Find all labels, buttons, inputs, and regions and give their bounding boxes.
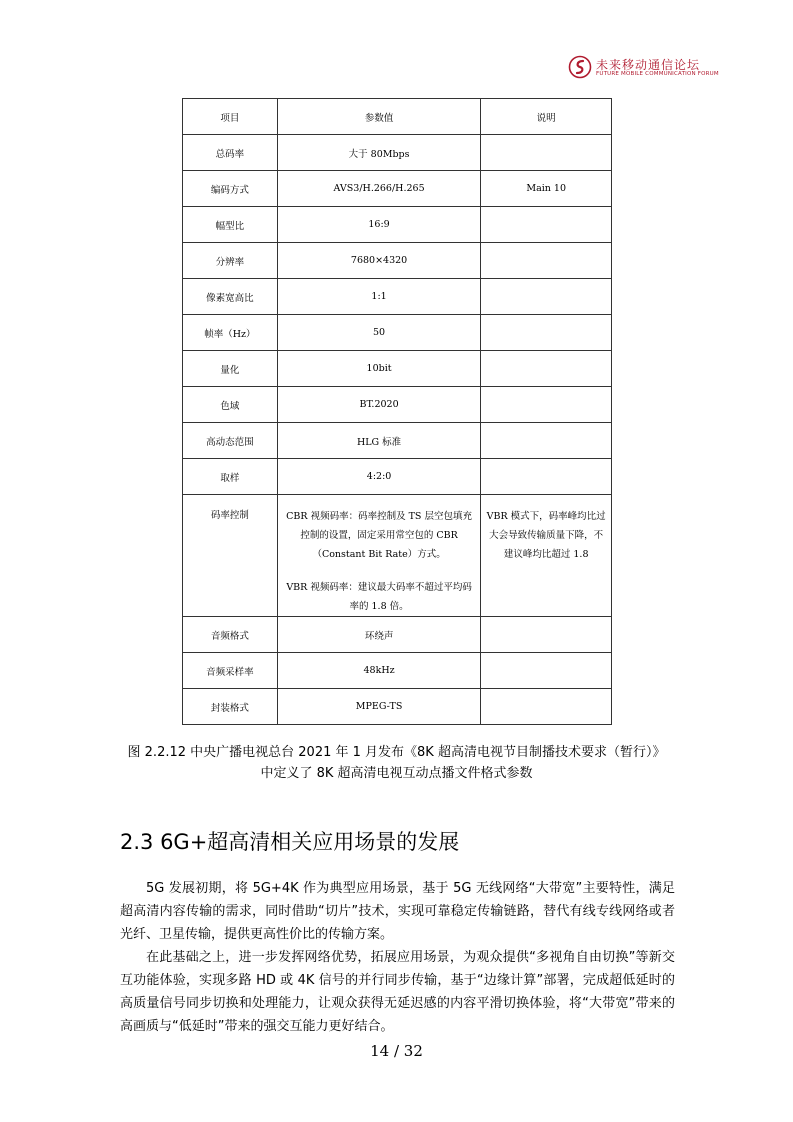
table-cell: 高动态范围 — [183, 423, 278, 459]
table-row — [183, 423, 612, 459]
table-cell — [481, 653, 612, 689]
table-header-cell: 参数值 — [277, 99, 481, 135]
table-header-row — [183, 99, 612, 135]
table-row — [183, 279, 612, 315]
table-row — [183, 689, 612, 725]
table-cell: 色域 — [183, 387, 278, 423]
vbr-text: VBR 视频码率：建议最大码率不超过平均码率的 1.8 倍。 — [286, 582, 472, 612]
table-header-cell: 项目 — [183, 99, 278, 135]
table-cell — [481, 387, 612, 423]
table-cell: 分辨率 — [183, 243, 278, 279]
table-cell: 帧率（Hz） — [183, 315, 278, 351]
table-cell — [481, 423, 612, 459]
table-cell: AVS3/H.266/H.265 — [277, 171, 481, 207]
table-row — [183, 617, 612, 653]
table-cell: 音频格式 — [183, 617, 278, 653]
table-cell — [481, 279, 612, 315]
forum-logo — [568, 53, 719, 83]
table-row — [183, 135, 612, 171]
table-cell: 16:9 — [277, 207, 481, 243]
paragraph: 在此基础之上，进一步发挥网络优势，拓展应用场景，为观众提供“多视角自由切换”等新交互功能体验，实现多路 HD 或 4K 信号的并行同步传输，基于“边缘计算”部署，完成超低延时的高质量信号同步切换和处理能力，让观众获得无延迟感的内容平滑切换体验，将“大带宽”带来的高画质与“低延时”带来的强交互能力更好结合。 — [120, 950, 675, 1034]
table-cell: 封装格式 — [183, 689, 278, 725]
section-title: 2.3 6G+超高清相关应用场景的发展 — [120, 830, 460, 854]
table-row-bitrate-control — [183, 495, 612, 617]
table-cell — [481, 207, 612, 243]
table-cell: 48kHz — [277, 653, 481, 689]
table-row — [183, 653, 612, 689]
table-row — [183, 387, 612, 423]
table-cell: 量化 — [183, 351, 278, 387]
page-number: 14 / 32 — [370, 1042, 423, 1060]
table-cell: 1:1 — [277, 279, 481, 315]
table-cell — [277, 495, 481, 617]
table-cell: 幅型比 — [183, 207, 278, 243]
logo-en-text: FUTURE MOBILE COMMUNICATION FORUM — [596, 71, 719, 77]
table-row — [183, 351, 612, 387]
table-row — [183, 171, 612, 207]
table-cell: 编码方式 — [183, 171, 278, 207]
table-cell — [481, 351, 612, 387]
table-cell — [481, 495, 612, 617]
caption-line-1: 图 2.2.12 中央广播电视总台 2021 年 1 月发布《8K 超高清电视节目制播技术要求（暂行）》 — [127, 745, 666, 760]
table-cell: 总码率 — [183, 135, 278, 171]
logo-cn-text: 未来移动通信论坛 — [596, 58, 701, 72]
table-cell — [481, 459, 612, 495]
forum-logo-icon — [568, 55, 592, 79]
paragraph: 5G 发展初期，将 5G+4K 作为典型应用场景，基于 5G 无线网络“大带宽”主要特性，满足超高清内容传输的需求，同时借助“切片”技术，实现可靠稳定传输链路，替代有线专线网络或者光纤、卫星传输，提供更高性价比的传输方案。 — [120, 881, 675, 942]
table-cell — [481, 243, 612, 279]
vbr-note-text: VBR 模式下，码率峰均比过大会导致传输质量下降，不建议峰均比超过 1.8 — [486, 511, 606, 560]
table-cell — [481, 315, 612, 351]
table-cell: 码率控制 — [183, 495, 278, 617]
table-cell — [481, 689, 612, 725]
cbr-text: CBR 视频码率：码率控制及 TS 层空包填充控制的设置，固定采用常空包的 CBR（Constant Bit Rate）方式。 — [286, 511, 472, 560]
table-cell: 4:2:0 — [277, 459, 481, 495]
table-row — [183, 243, 612, 279]
table-cell — [481, 617, 612, 653]
table-cell: Main 10 — [481, 171, 612, 207]
table-cell: 环绕声 — [277, 617, 481, 653]
table-cell: 大于 80Mbps — [277, 135, 481, 171]
table-cell: 音频采样率 — [183, 653, 278, 689]
table-row — [183, 315, 612, 351]
caption-line-2: 中定义了 8K 超高清电视互动点播文件格式参数 — [260, 766, 533, 781]
table-cell: 像素宽高比 — [183, 279, 278, 315]
table-row — [183, 207, 612, 243]
table-cell: 取样 — [183, 459, 278, 495]
figure-caption — [110, 742, 683, 784]
body-text — [120, 877, 675, 1038]
table-header-cell: 说明 — [481, 99, 612, 135]
table-cell: MPEG-TS — [277, 689, 481, 725]
table-cell: 50 — [277, 315, 481, 351]
table-row — [183, 459, 612, 495]
table-cell — [481, 135, 612, 171]
table-cell: 10bit — [277, 351, 481, 387]
table-cell: BT.2020 — [277, 387, 481, 423]
table-cell: HLG 标准 — [277, 423, 481, 459]
parameter-table — [182, 98, 612, 725]
table-cell: 7680×4320 — [277, 243, 481, 279]
